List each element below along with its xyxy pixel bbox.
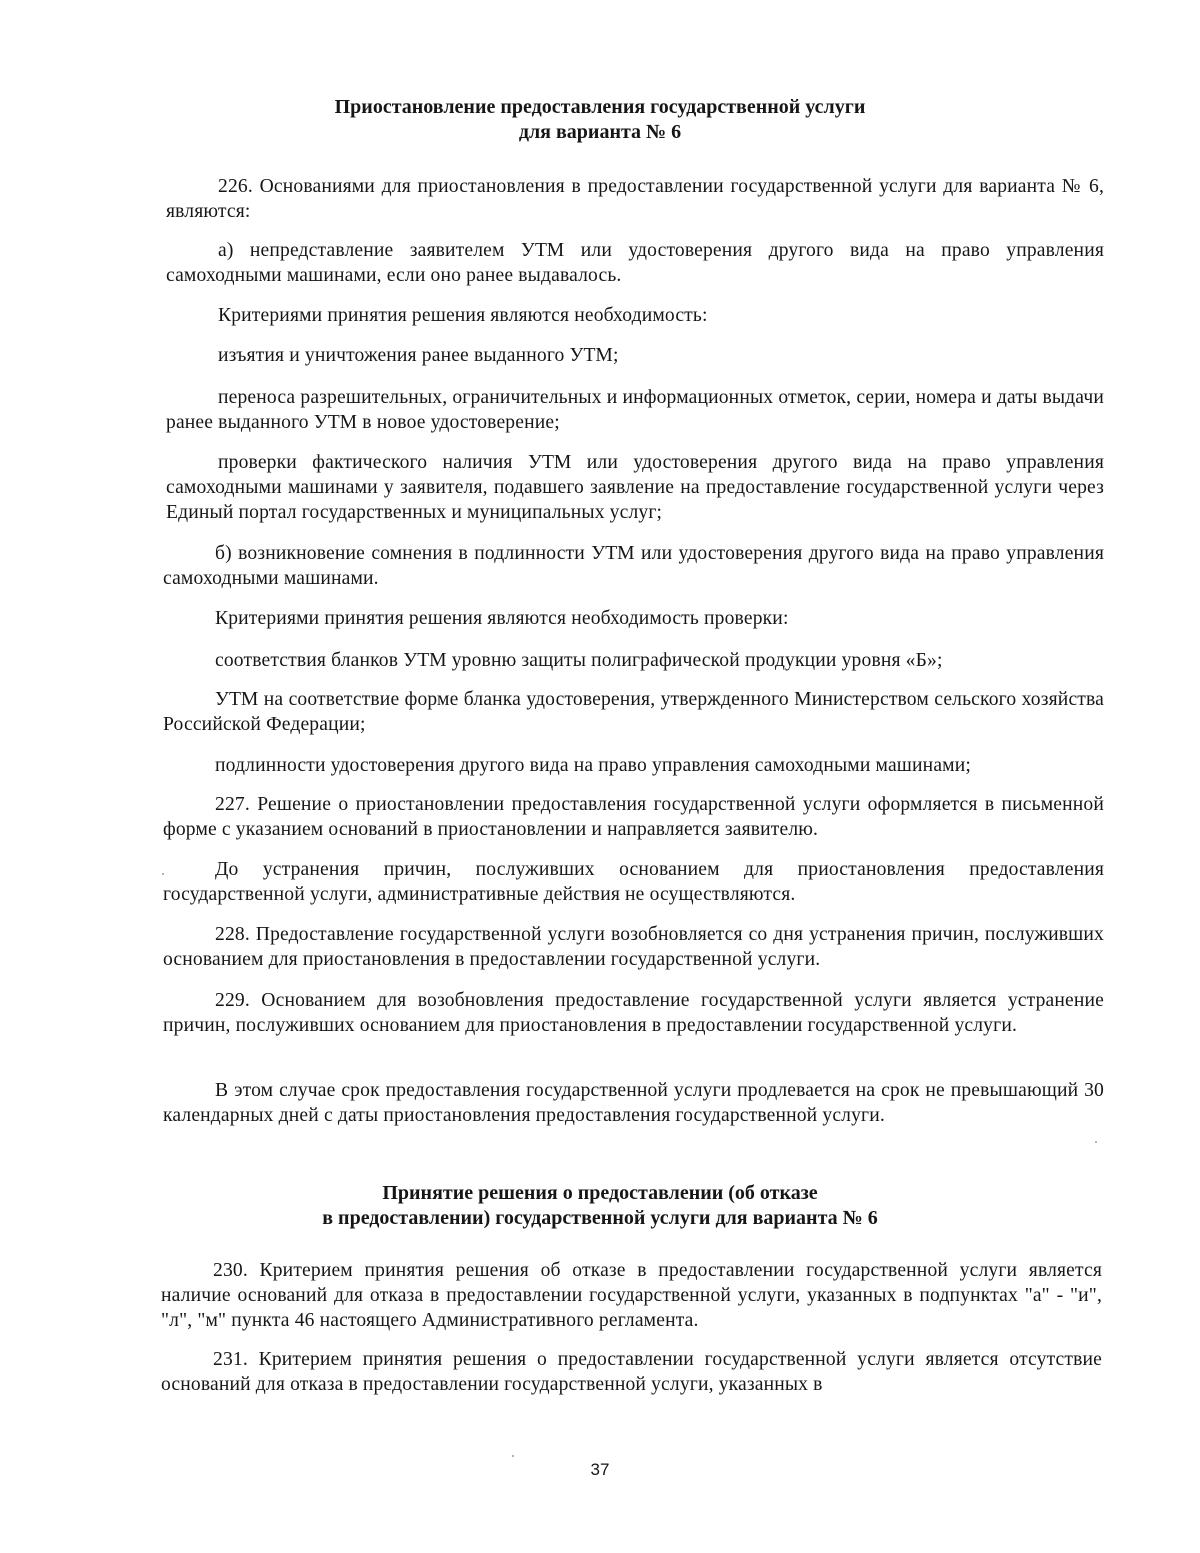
paragraph-226-a: а) непредставление заявителем УТМ или удостоверения другого вида на право управления самоходными машинами, если оно ранее выдавалось. [166, 240, 1104, 286]
paragraph-until-elimination: До устранения причин, послуживших основанием для приостановления предоставления государственной услуги, административные действия не осуществляются. [163, 859, 1104, 905]
paragraph-check-presence: проверки фактического наличия УТМ или удостоверения другого вида на право управления самоходными машинами у заявителя, подавшего заявление на предоставление государственной услуги через Единый портал государственных и муниципальных услуг; [166, 452, 1104, 523]
heading-line: для варианта № 6 [518, 121, 682, 143]
paragraph-seizure: изъятия и уничтожения ранее выданного УТМ; [218, 345, 619, 366]
scan-speck [162, 873, 164, 875]
heading-line: в предоставлении) государственной услуги для варианта № 6 [322, 1207, 878, 1229]
paragraph-230: 230. Критерием принятия решения об отказе в предоставлении государственной услуги является наличие оснований для отказа в предоставлении государственной услуги, указанных в подпунктах "а" - "и", "л", "м" пункта 46 настоящего Административного регламента. [161, 1260, 1102, 1331]
page-number: 37 [590, 1460, 610, 1479]
paragraph-231: 231. Критерием принятия решения о предоставлении государственной услуги является отсутствие оснований для отказа в предоставлении государственной услуги, указанных в [161, 1349, 1102, 1395]
paragraph-227: 227. Решение о приостановлении предоставления государственной услуги оформляется в письменной форме с указанием оснований в приостановлении и направляется заявителю. [163, 794, 1104, 840]
paragraph-blank-protection: соответствия бланков УТМ уровню защиты полиграфической продукции уровня «Б»; [215, 650, 943, 671]
paragraph-226-b: б) возникновение сомнения в подлинности УТМ или удостоверения другого вида на право управления самоходными машинами. [163, 543, 1104, 589]
section-heading-decision [0, 1181, 1200, 1231]
heading-line: Приостановление предоставления государственной услуги [334, 96, 866, 118]
paragraph-extension: В этом случае срок предоставления государственной услуги продлевается на срок не превышающий 30 календарных дней с даты приостановления предоставления государственной услуги. [163, 1080, 1104, 1126]
scan-speck [512, 1455, 514, 1457]
paragraph-criteria-2: Критериями принятия решения являются необходимость проверки: [215, 608, 789, 629]
heading-line: Принятие решения о предоставлении (об отказе [382, 1182, 818, 1204]
paragraph-226: 226. Основаниями для приостановления в предоставлении государственной услуги для варианта № 6, являются: [166, 176, 1104, 222]
section-heading-suspension [0, 95, 1200, 145]
paragraph-criteria-1: Критериями принятия решения являются необходимость: [218, 305, 708, 326]
paragraph-transfer-marks: переноса разрешительных, ограничительных и информационных отметок, серии, номера и даты выдачи ранее выданного УТМ в новое удостоверение; [166, 387, 1104, 433]
scan-speck [1095, 1141, 1097, 1143]
paragraph-228: 228. Предоставление государственной услуги возобновляется со дня устранения причин, послуживших основанием для приостановления в предоставлении государственной услуги. [163, 924, 1104, 970]
paragraph-form-conformity: УТМ на соответствие форме бланка удостоверения, утвержденного Министерством сельского хозяйства Российской Федерации; [163, 689, 1104, 735]
paragraph-authenticity: подлинности удостоверения другого вида на право управления самоходными машинами; [215, 755, 971, 776]
paragraph-229: 229. Основанием для возобновления предоставление государственной услуги является устранение причин, послуживших основанием для приостановления в предоставлении государственной услуги. [163, 990, 1104, 1036]
